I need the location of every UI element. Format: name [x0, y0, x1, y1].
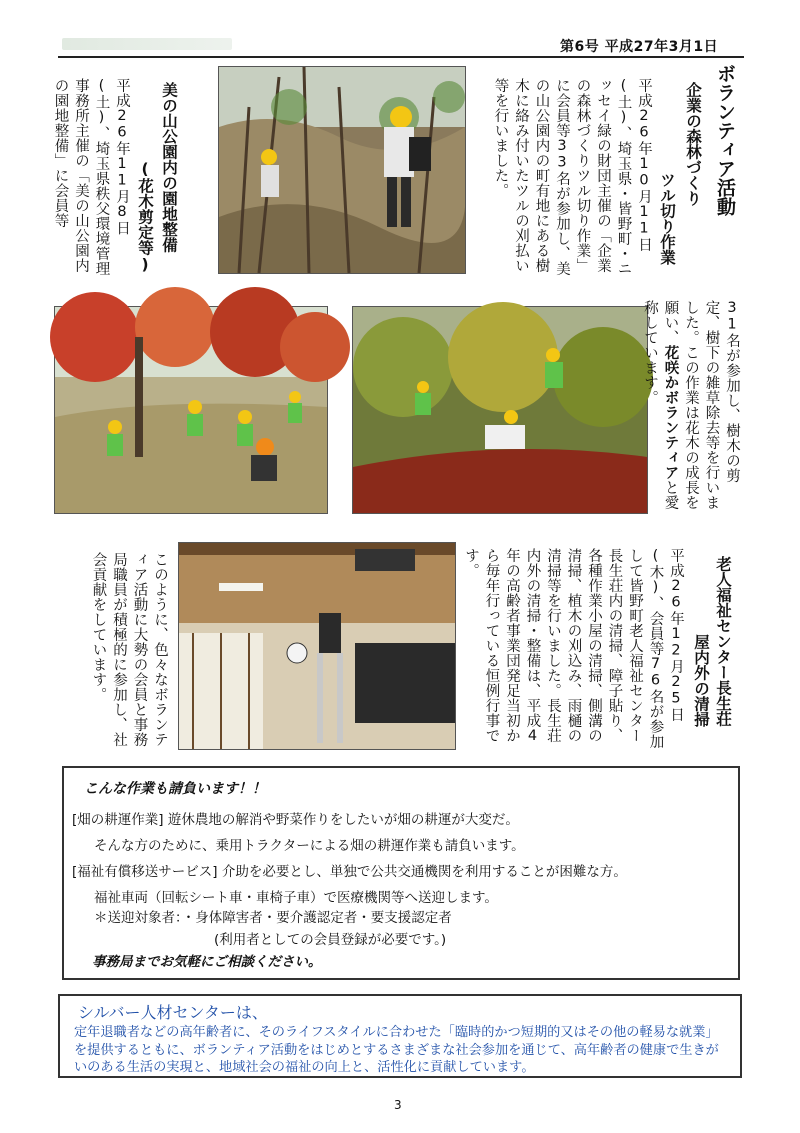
silver-center-box: [58, 994, 742, 1078]
photo-bush-trimming: [352, 306, 648, 514]
page-number: 3: [394, 1098, 402, 1112]
transport-target: ＊送迎対象者：・身体障害者・要介護認定者・要支援認定者: [94, 910, 452, 926]
contact-cta: 事務局までお気軽にご相談ください。: [92, 954, 322, 970]
services-notice-box: [62, 766, 740, 980]
park-body-emph: 花咲かボランティア: [662, 345, 679, 480]
field-service-line: [72, 808, 519, 828]
notice-title: こんな作業も請負います！！: [84, 781, 266, 797]
park-body-cont-1: 31名が参加し、樹木の剪定、樹下の雑草除去等を行いました。この作業は花木の成長を願い、: [662, 300, 740, 510]
park-heading: 美の山公園内の園地整備: [160, 82, 178, 253]
senior-heading: 老人福祉センター長生荘: [714, 556, 732, 727]
transport-service-line: [72, 860, 627, 880]
photo-park-trimming: [54, 306, 328, 514]
silver-center-body: 定年退職者などの高年齢者に、そのライフスタイルに合わせた「臨時的かつ短期的又はその他の軽易な就業」を提供するともに、ボランティア活動をはじめとするさまざまな社会参加を通じて、高年齢者の健康で生きがいのある生活の実現と、地域社会の福祉の向上と、活性化に貢献しています。: [74, 1025, 719, 1075]
forest-body: 平成26年10月11日(土)、埼玉県・皆野町・ニッセイ緑の財団主催の「企業の森林づくりツル切り作業」に会員等33名が参加し、美の山公園内の町有地にある樹木に絡み付いたツルの刈払い等を行いました。: [492, 78, 652, 276]
photo-forest-vine-cutting: [218, 66, 466, 274]
forest-subheading: ツル切り作業: [658, 172, 676, 265]
field-service-text: 遊休農地の解消や野菜作りをしたいが畑の耕運が大変だ。: [167, 812, 519, 828]
silver-center-title: シルバー人材センターは、: [78, 1003, 268, 1022]
issue-date: 第6号 平成27年3月1日: [560, 39, 719, 55]
closing-body: このように、色々なボランティア活動に大勢の会員と事務局職員が積極的に参加し、社会貢献をしています。: [90, 552, 168, 747]
senior-body: 平成26年12月25日(木)、会員等76名が参加して皆野町老人福祉センター長生荘内の清掃、障子貼り、各種作業小屋の清掃、側溝の清掃、植木の刈込み、雨樋の清掃等を行いました。長生荘内外の清掃・整備は、平成4年の高齢者事業団発足当初から毎年行っている恒例行事です。: [463, 548, 684, 749]
transport-service-label: [福祉有償移送サービス]: [72, 864, 218, 880]
park-body-intro: 平成26年11月8日(土)、埼玉県秩父環境管理事務所主催の「美の山公園内の園地整備」に会員等: [52, 78, 130, 276]
section-title: ボランティア活動: [714, 64, 736, 216]
senior-subheading: 屋内外の清掃: [692, 634, 710, 727]
transport-service-text-2: 福祉車両（回転シート車・車椅子車）で医療機関等へ送迎します。: [94, 890, 498, 906]
header-faint-band: [62, 38, 232, 50]
park-subheading: (花木剪定等): [136, 160, 154, 274]
transport-service-text: 介助を必要とし、単独で公共交通機関を利用することが困難な方。: [221, 864, 627, 880]
field-service-label: [畑の耕運作業]: [72, 812, 164, 828]
park-body-cont-2: と愛称しています。: [642, 300, 679, 510]
registration-note: (利用者としての会員登録が必要です。): [214, 932, 447, 948]
forest-heading: 企業の森林づくり: [684, 82, 702, 206]
field-service-text-2: そんな方のために、乗用トラクターによる畑の耕運作業も請負います。: [94, 838, 525, 854]
header-rule: [58, 56, 744, 58]
photo-indoor-cleaning: [178, 542, 456, 750]
park-body-continued: [642, 300, 742, 510]
